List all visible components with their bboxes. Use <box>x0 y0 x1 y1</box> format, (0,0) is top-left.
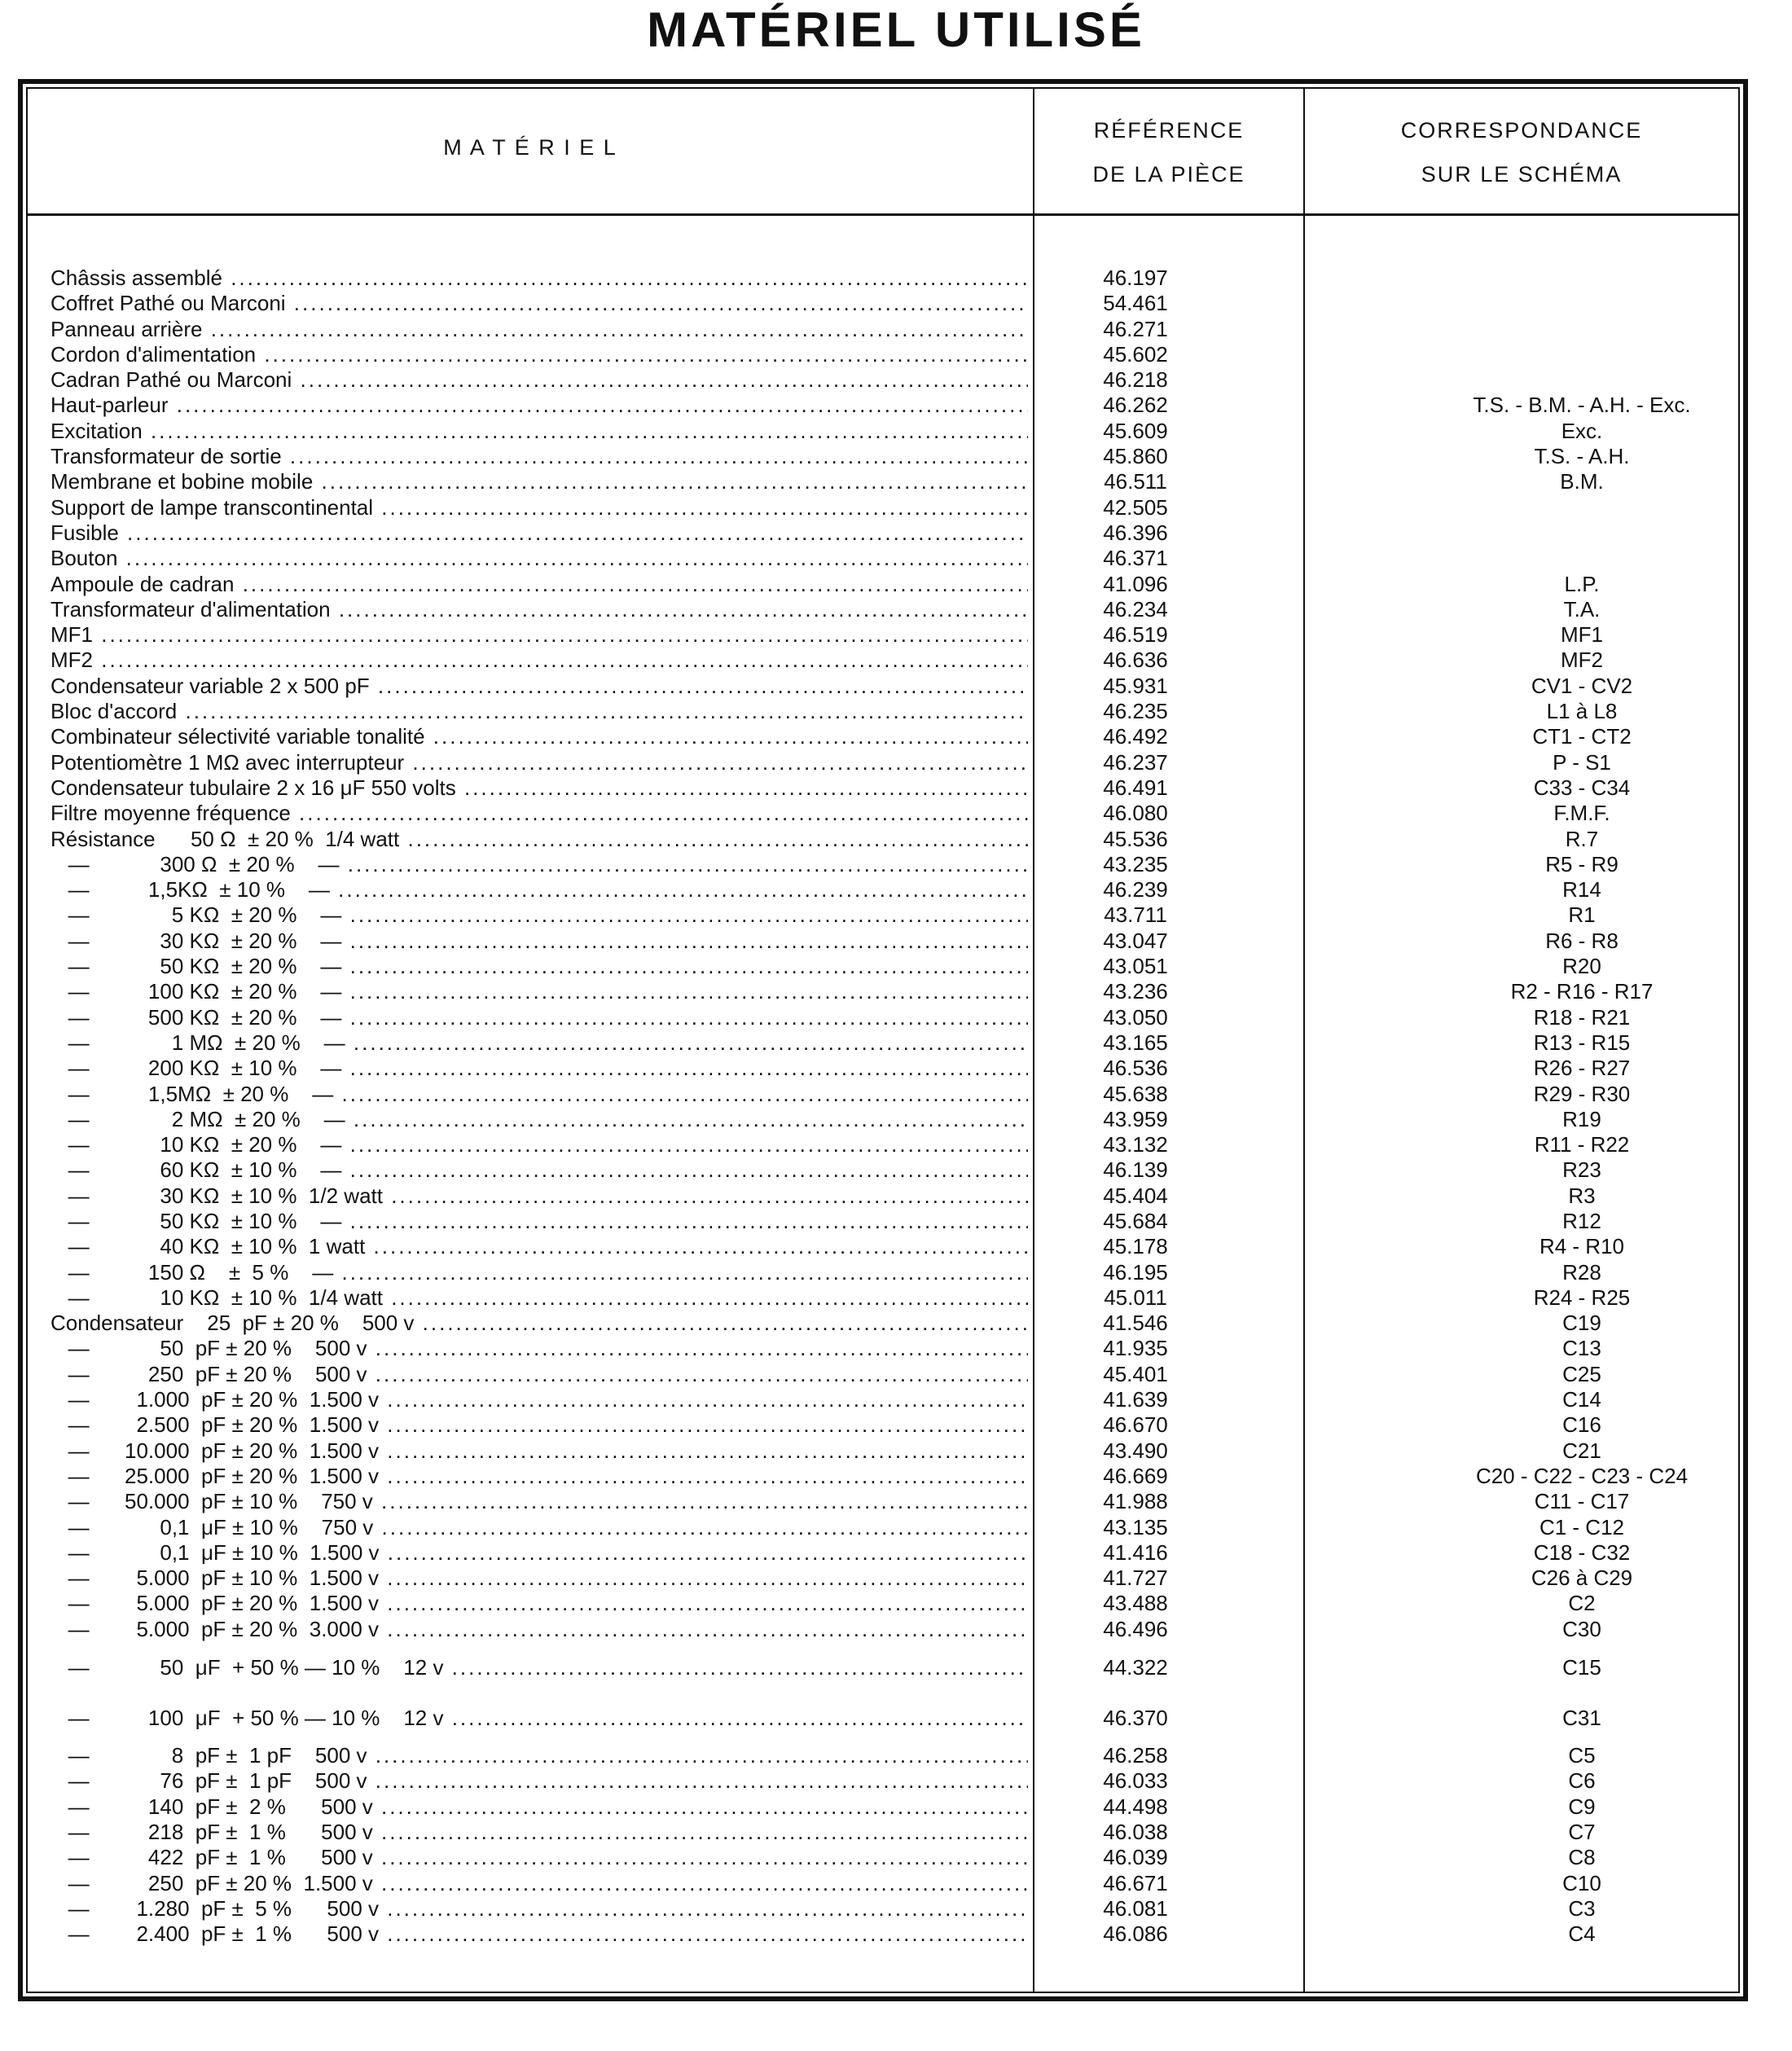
header-correspondance-line2: SUR LE SCHÉMA <box>1421 162 1623 187</box>
table-row <box>51 1489 1737 1514</box>
row-reference: 46.038 <box>1103 1819 1168 1844</box>
row-reference: 41.639 <box>1103 1387 1168 1412</box>
row-description: Panneau arrière ..... <box>51 317 1028 342</box>
table-row <box>51 929 1737 954</box>
table-row <box>51 444 1737 469</box>
table-row <box>51 622 1737 648</box>
row-description: — 200 KΩ ± 10 % — ..... <box>51 1056 1028 1081</box>
row-reference: 43.050 <box>1103 1004 1168 1030</box>
table-row <box>51 367 1737 393</box>
row-description: — 2.500 pF ± 20 % 1.500 v ..... <box>51 1412 1028 1438</box>
row-reference: 46.492 <box>1103 724 1168 749</box>
row-reference: 45.404 <box>1103 1183 1168 1208</box>
table-row <box>51 1768 1737 1794</box>
row-reference: 46.271 <box>1103 316 1168 341</box>
row-description: Coffret Pathé ou Marconi ..... <box>51 291 1028 316</box>
row-reference: 41.096 <box>1103 571 1168 596</box>
row-description: Bouton ..... <box>51 546 1028 571</box>
table-row <box>51 495 1737 520</box>
row-description: Condensateur variable 2 x 500 pF ..... <box>51 674 1028 699</box>
table-row <box>51 1464 1737 1489</box>
table-row <box>51 1845 1737 1870</box>
row-description: Ampoule de cadran ..... <box>51 572 1028 597</box>
table-row <box>51 1617 1737 1642</box>
row-reference: 43.236 <box>1103 979 1168 1004</box>
row-reference: 44.322 <box>1103 1655 1168 1680</box>
row-description: — 10 KΩ ± 20 % — ..... <box>51 1132 1028 1157</box>
row-description: — 25.000 pF ± 20 % 1.500 v ..... <box>51 1464 1028 1489</box>
row-correspondance: R6 - R8 <box>1545 928 1619 953</box>
row-reference: 46.636 <box>1103 648 1168 673</box>
row-reference: 46.080 <box>1103 801 1168 826</box>
table-row <box>51 1005 1737 1030</box>
table-row <box>51 419 1737 444</box>
row-description: Châssis assemblé ..... <box>51 266 1028 291</box>
row-description: — 2.400 pF ± 1 % 500 v ..... <box>51 1921 1028 1947</box>
table-row <box>51 903 1737 928</box>
row-correspondance: R13 - R15 <box>1533 1030 1631 1055</box>
row-description: Cadran Pathé ou Marconi ..... <box>51 367 1028 393</box>
row-correspondance: C2 <box>1568 1591 1596 1616</box>
row-correspondance: C25 <box>1562 1361 1601 1386</box>
table-row <box>51 1336 1737 1361</box>
header-correspondance-line1: CORRESPONDANCE <box>1400 118 1643 143</box>
row-correspondance: C3 <box>1568 1895 1596 1921</box>
row-description: — 0,1 μF ± 10 % 750 v ..... <box>51 1515 1028 1540</box>
row-description: Potentiomètre 1 MΩ avec interrupteur ..... <box>51 750 1028 775</box>
row-description: — 218 pF ± 1 % 500 v ..... <box>51 1820 1028 1845</box>
row-correspondance: C16 <box>1562 1412 1601 1438</box>
row-correspondance: F.M.F. <box>1553 801 1610 826</box>
row-reference: 46.195 <box>1103 1259 1168 1285</box>
table-row <box>51 1794 1737 1820</box>
row-correspondance: C4 <box>1568 1921 1596 1947</box>
table-row <box>51 1082 1737 1107</box>
table-row <box>51 1285 1737 1311</box>
row-correspondance: C9 <box>1568 1794 1596 1819</box>
row-description: — 150 Ω ± 5 % — ..... <box>51 1260 1028 1285</box>
row-description: — 1,5MΩ ± 20 % — ..... <box>51 1082 1028 1107</box>
table-row <box>51 852 1737 877</box>
row-reference: 43.047 <box>1103 928 1168 953</box>
row-correspondance: R12 <box>1562 1208 1601 1233</box>
row-reference: 46.033 <box>1103 1768 1168 1794</box>
row-reference: 43.165 <box>1103 1030 1168 1055</box>
table-row <box>51 1515 1737 1540</box>
row-description: — 50 pF ± 20 % 500 v ..... <box>51 1336 1028 1361</box>
row-description: Transformateur d'alimentation ..... <box>51 597 1028 622</box>
row-reference: 45.401 <box>1103 1361 1168 1386</box>
row-description: — 140 pF ± 2 % 500 v ..... <box>51 1794 1028 1820</box>
row-correspondance: C19 <box>1562 1311 1601 1336</box>
table-row <box>51 1693 1737 1743</box>
row-description: — 5.000 pF ± 20 % 3.000 v ..... <box>51 1617 1028 1642</box>
row-description: Haut-parleur ..... <box>51 393 1028 418</box>
row-correspondance: C21 <box>1562 1438 1601 1463</box>
row-correspondance: T.A. <box>1563 596 1601 621</box>
row-description: — 1,5KΩ ± 10 % — ..... <box>51 877 1028 903</box>
row-description: Bloc d'accord ..... <box>51 699 1028 724</box>
row-reference: 46.218 <box>1103 367 1168 393</box>
row-reference: 46.370 <box>1103 1706 1168 1731</box>
table-row <box>51 1234 1737 1259</box>
row-correspondance: P - S1 <box>1553 749 1611 775</box>
row-correspondance: CV1 - CV2 <box>1531 673 1633 698</box>
row-reference: 46.519 <box>1103 622 1168 648</box>
row-reference: 46.491 <box>1103 775 1168 800</box>
row-reference: 46.669 <box>1103 1463 1168 1488</box>
row-description: — 100 μF + 50 % — 10 % 12 v ..... <box>51 1693 1028 1743</box>
row-description: — 5.000 pF ± 20 % 1.500 v ..... <box>51 1591 1028 1616</box>
table-row <box>51 1540 1737 1566</box>
table-row <box>51 1030 1737 1056</box>
row-correspondance: R24 - R25 <box>1533 1285 1631 1310</box>
row-description: Support de lampe transcontinental ..... <box>51 495 1028 520</box>
row-description: Condensateur tubulaire 2 x 16 μF 550 volts ..... <box>51 775 1028 801</box>
table-row <box>51 597 1737 622</box>
row-reference: 43.490 <box>1103 1438 1168 1463</box>
table-row <box>51 648 1737 673</box>
row-correspondance: R18 - R21 <box>1533 1004 1631 1030</box>
table-row <box>51 699 1737 724</box>
row-description: Membrane et bobine mobile ..... <box>51 469 1028 494</box>
header-reference <box>1034 108 1303 196</box>
table-row <box>51 724 1737 749</box>
row-reference: 46.258 <box>1103 1743 1168 1768</box>
header-materiel-label: M A T É R I E L <box>443 135 617 160</box>
row-reference: 46.039 <box>1103 1845 1168 1870</box>
row-description: — 30 KΩ ± 20 % — ..... <box>51 929 1028 954</box>
row-reference: 45.638 <box>1103 1081 1168 1106</box>
table-row <box>51 1871 1737 1896</box>
row-reference: 45.536 <box>1103 826 1168 851</box>
row-correspondance: C7 <box>1568 1819 1596 1844</box>
row-reference: 46.536 <box>1103 1056 1168 1081</box>
row-correspondance: T.S. - B.M. - A.H. - Exc. <box>1473 393 1691 418</box>
row-correspondance: R28 <box>1562 1259 1601 1285</box>
row-description: — 1.280 pF ± 5 % 500 v ..... <box>51 1896 1028 1921</box>
row-description: — 250 pF ± 20 % 1.500 v ..... <box>51 1871 1028 1896</box>
row-reference: 46.139 <box>1103 1157 1168 1183</box>
table-row <box>51 1157 1737 1183</box>
row-correspondance: R14 <box>1562 877 1601 903</box>
row-correspondance: C1 - C12 <box>1539 1514 1625 1539</box>
row-correspondance: C33 - C34 <box>1533 775 1631 800</box>
row-correspondance: C15 <box>1562 1655 1601 1680</box>
row-description: — 76 pF ± 1 pF 500 v ..... <box>51 1768 1028 1794</box>
table-row <box>51 1056 1737 1081</box>
row-reference: 44.498 <box>1103 1794 1168 1819</box>
row-reference: 46.496 <box>1103 1616 1168 1641</box>
row-description: — 5.000 pF ± 10 % 1.500 v ..... <box>51 1566 1028 1591</box>
row-description: Combinateur sélectivité variable tonalité ..... <box>51 724 1028 749</box>
row-correspondance: L1 à L8 <box>1546 699 1618 724</box>
row-reference: 45.011 <box>1104 1285 1167 1310</box>
row-reference: 46.371 <box>1103 546 1168 571</box>
table-row <box>51 801 1737 826</box>
row-reference: 41.416 <box>1103 1539 1168 1565</box>
table-row <box>51 546 1737 571</box>
row-reference: 54.461 <box>1103 291 1168 316</box>
row-correspondance: C31 <box>1562 1706 1601 1731</box>
row-description: — 0,1 μF ± 10 % 1.500 v ..... <box>51 1540 1028 1566</box>
row-correspondance: MF1 <box>1561 622 1603 648</box>
table-row <box>51 342 1737 367</box>
row-reference: 43.959 <box>1103 1106 1168 1131</box>
row-description: MF2 ..... <box>51 648 1028 673</box>
row-reference: 46.671 <box>1103 1870 1168 1895</box>
row-description: — 1 MΩ ± 20 % — ..... <box>51 1030 1028 1056</box>
header-divider <box>28 213 1738 216</box>
row-correspondance: C18 - C32 <box>1533 1539 1631 1565</box>
row-description: — 500 KΩ ± 20 % — ..... <box>51 1005 1028 1030</box>
table-row <box>51 1107 1737 1132</box>
row-correspondance: R.7 <box>1565 826 1599 851</box>
table-row <box>51 954 1737 979</box>
page-title: MATÉRIEL UTILISÉ <box>647 2 1145 57</box>
table-row <box>51 1209 1737 1234</box>
row-description: Filtre moyenne fréquence ..... <box>51 801 1028 826</box>
table-row <box>51 1591 1737 1616</box>
row-correspondance: R11 - R22 <box>1534 1132 1630 1157</box>
row-description: — 30 KΩ ± 10 % 1/2 watt ..... <box>51 1184 1028 1209</box>
row-description: — 8 pF ± 1 pF 500 v ..... <box>51 1743 1028 1768</box>
row-reference: 41.727 <box>1103 1566 1168 1591</box>
row-correspondance: R2 - R16 - R17 <box>1510 979 1654 1004</box>
row-correspondance: C8 <box>1568 1845 1596 1870</box>
table-row <box>51 979 1737 1004</box>
table-row <box>51 827 1737 852</box>
row-correspondance: R4 - R10 <box>1539 1234 1625 1259</box>
table-row <box>51 1362 1737 1387</box>
row-description: — 60 KΩ ± 10 % — ..... <box>51 1157 1028 1183</box>
table-row <box>51 1921 1737 1947</box>
table-row <box>51 572 1737 597</box>
row-correspondance: R5 - R9 <box>1545 851 1619 876</box>
row-reference: 45.684 <box>1103 1208 1168 1233</box>
row-correspondance: R26 - R27 <box>1533 1056 1631 1081</box>
row-reference: 45.609 <box>1103 418 1168 443</box>
row-correspondance: T.S. - A.H. <box>1534 444 1630 469</box>
table-row <box>51 1184 1737 1209</box>
row-reference: 41.988 <box>1103 1489 1168 1514</box>
row-correspondance: C5 <box>1568 1743 1596 1768</box>
row-description: Cordon d'alimentation ..... <box>51 342 1028 367</box>
row-correspondance: MF2 <box>1561 648 1603 673</box>
row-correspondance: R20 <box>1562 954 1601 979</box>
row-reference: 41.546 <box>1103 1311 1168 1336</box>
table-row <box>51 877 1737 903</box>
table-row <box>51 469 1737 494</box>
row-reference: 43.711 <box>1104 903 1167 928</box>
row-correspondance: Exc. <box>1561 418 1603 443</box>
row-description: Condensateur 25 pF ± 20 % 500 v ..... <box>51 1311 1028 1336</box>
row-description: — 422 pF ± 1 % 500 v ..... <box>51 1845 1028 1870</box>
row-reference: 46.234 <box>1103 596 1168 621</box>
row-correspondance: R29 - R30 <box>1533 1081 1631 1106</box>
row-description: — 100 KΩ ± 20 % — ..... <box>51 979 1028 1004</box>
row-description: — 50.000 pF ± 10 % 750 v ..... <box>51 1489 1028 1514</box>
row-reference: 43.051 <box>1103 954 1168 979</box>
row-correspondance: R23 <box>1562 1157 1601 1183</box>
row-correspondance: C10 <box>1562 1870 1601 1895</box>
row-correspondance: C26 à C29 <box>1531 1566 1633 1591</box>
table-row <box>51 1132 1737 1157</box>
row-reference: 46.086 <box>1103 1921 1168 1947</box>
row-description: — 250 pF ± 20 % 500 v ..... <box>51 1362 1028 1387</box>
row-reference: 45.931 <box>1103 673 1168 698</box>
header-reference-line2: DE LA PIÈCE <box>1092 162 1245 187</box>
row-correspondance: R3 <box>1568 1183 1596 1208</box>
row-reference: 45.602 <box>1103 341 1168 367</box>
table-row <box>51 291 1737 316</box>
table-row <box>51 1260 1737 1285</box>
row-correspondance: CT1 - CT2 <box>1532 724 1632 749</box>
row-description: — 1.000 pF ± 20 % 1.500 v ..... <box>51 1387 1028 1412</box>
row-correspondance: C20 - C22 - C23 - C24 <box>1475 1463 1689 1488</box>
table-row <box>51 1642 1737 1693</box>
row-correspondance: C14 <box>1562 1387 1601 1412</box>
row-reference: 46.197 <box>1103 266 1168 290</box>
table-row <box>51 1438 1737 1464</box>
table-row <box>51 750 1737 775</box>
row-reference: 46.511 <box>1104 469 1167 494</box>
row-reference: 43.132 <box>1103 1132 1168 1157</box>
header-correspondance <box>1305 108 1738 196</box>
row-reference: 45.178 <box>1103 1234 1168 1259</box>
row-description: — 10 KΩ ± 10 % 1/4 watt ..... <box>51 1285 1028 1311</box>
table-row <box>51 520 1737 546</box>
table-row <box>51 775 1737 801</box>
row-description: — 50 KΩ ± 10 % — ..... <box>51 1209 1028 1234</box>
table-row <box>51 1311 1737 1336</box>
row-correspondance: C30 <box>1562 1616 1601 1641</box>
row-reference: 46.237 <box>1103 749 1168 775</box>
table-row <box>51 317 1737 342</box>
row-correspondance: B.M. <box>1560 469 1604 494</box>
table-row <box>51 266 1737 291</box>
row-reference: 45.860 <box>1103 444 1168 469</box>
row-description: — 5 KΩ ± 20 % — ..... <box>51 903 1028 928</box>
header-materiel <box>28 125 1033 169</box>
row-description: Fusible ..... <box>51 520 1028 546</box>
row-reference: 46.262 <box>1103 393 1168 418</box>
table-row <box>51 1743 1737 1768</box>
row-description: — 50 μF + 50 % — 10 % 12 v ..... <box>51 1642 1028 1693</box>
row-correspondance: R1 <box>1568 903 1596 928</box>
row-description: MF1 ..... <box>51 622 1028 648</box>
row-correspondance: C6 <box>1568 1768 1596 1794</box>
row-reference: 43.488 <box>1103 1591 1168 1616</box>
table-row <box>51 393 1737 418</box>
table-row <box>51 674 1737 699</box>
row-reference: 46.081 <box>1103 1895 1168 1921</box>
table-row <box>51 1412 1737 1438</box>
row-correspondance: C13 <box>1562 1336 1601 1361</box>
row-description: Résistance 50 Ω ± 20 % 1/4 watt ..... <box>51 827 1028 852</box>
table-row <box>51 1387 1737 1412</box>
row-reference: 46.396 <box>1103 520 1168 545</box>
row-correspondance: C11 - C17 <box>1534 1489 1630 1514</box>
row-reference: 46.239 <box>1103 877 1168 903</box>
row-description: — 50 KΩ ± 20 % — ..... <box>51 954 1028 979</box>
table-row <box>51 1566 1737 1591</box>
row-reference: 43.235 <box>1103 851 1168 876</box>
row-description: — 40 KΩ ± 10 % 1 watt ..... <box>51 1234 1028 1259</box>
row-correspondance: L.P. <box>1564 571 1600 596</box>
header-reference-line1: RÉFÉRENCE <box>1093 118 1245 143</box>
table-row <box>51 1820 1737 1845</box>
row-description: — 2 MΩ ± 20 % — ..... <box>51 1107 1028 1132</box>
row-description: — 10.000 pF ± 20 % 1.500 v ..... <box>51 1438 1028 1464</box>
row-reference: 42.505 <box>1103 494 1168 520</box>
row-reference: 43.135 <box>1103 1514 1168 1539</box>
row-correspondance: R19 <box>1562 1106 1601 1131</box>
table-row <box>51 1896 1737 1921</box>
row-reference: 46.235 <box>1103 699 1168 724</box>
row-description: — 300 Ω ± 20 % — ..... <box>51 852 1028 877</box>
row-description: Excitation ..... <box>51 419 1028 444</box>
row-description: Transformateur de sortie ..... <box>51 444 1028 469</box>
row-reference: 41.935 <box>1103 1336 1168 1361</box>
row-reference: 46.670 <box>1103 1412 1168 1438</box>
parts-list <box>51 266 1737 1947</box>
